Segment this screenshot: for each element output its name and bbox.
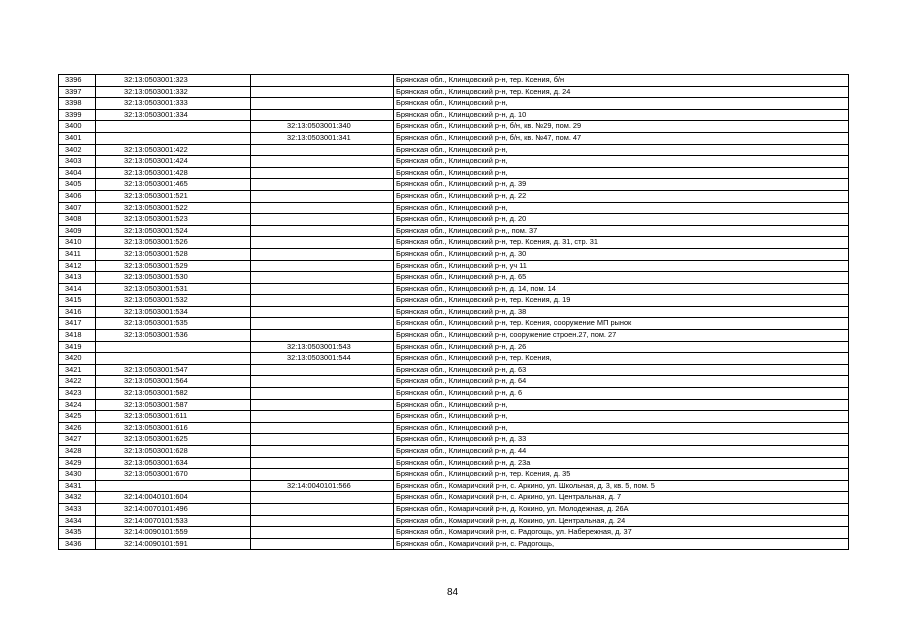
address-cell: Брянская обл., Клинцовский р-н, д. 10	[394, 109, 849, 121]
row-number-cell: 3396	[59, 75, 96, 87]
table-row	[59, 353, 849, 365]
object-cadastral-number-cell	[251, 503, 394, 515]
row-number-cell: 3435	[59, 527, 96, 539]
address-cell: Брянская обл., Комаричский р-н, с. Аркино, ул. Центральная, д. 7	[394, 492, 849, 504]
address-cell: Брянская обл., Клинцовский р-н, тер. Ксения, б/н	[394, 75, 849, 87]
address-cell: Брянская обл., Клинцовский р-н, тер. Ксения, д. 31, стр. 31	[394, 237, 849, 249]
table-row	[59, 272, 849, 284]
table-row	[59, 446, 849, 458]
land-cadastral-number-cell: 32:14:0090101:559	[96, 527, 251, 539]
address-cell: Брянская обл., Клинцовский р-н, д. 39	[394, 179, 849, 191]
object-cadastral-number-cell	[251, 295, 394, 307]
row-number-cell: 3429	[59, 457, 96, 469]
table-row	[59, 75, 849, 87]
address-cell: Брянская обл., Клинцовский р-н, тер. Ксения,	[394, 353, 849, 365]
table-row	[59, 306, 849, 318]
table-row	[59, 98, 849, 110]
land-cadastral-number-cell: 32:13:0503001:530	[96, 272, 251, 284]
object-cadastral-number-cell	[251, 376, 394, 388]
object-cadastral-number-cell	[251, 399, 394, 411]
table-row	[59, 295, 849, 307]
land-cadastral-number-cell: 32:13:0503001:564	[96, 376, 251, 388]
object-cadastral-number-cell	[251, 98, 394, 110]
land-cadastral-number-cell: 32:13:0503001:587	[96, 399, 251, 411]
row-number-cell: 3425	[59, 411, 96, 423]
land-cadastral-number-cell: 32:13:0503001:522	[96, 202, 251, 214]
object-cadastral-number-cell	[251, 364, 394, 376]
row-number-cell: 3420	[59, 353, 96, 365]
object-cadastral-number-cell	[251, 75, 394, 87]
row-number-cell: 3413	[59, 272, 96, 284]
land-cadastral-number-cell: 32:13:0503001:523	[96, 214, 251, 226]
address-cell: Брянская обл., Клинцовский р-н, д. 23а	[394, 457, 849, 469]
table-row	[59, 214, 849, 226]
address-cell: Брянская обл., Клинцовский р-н,	[394, 156, 849, 168]
row-number-cell: 3416	[59, 306, 96, 318]
object-cadastral-number-cell	[251, 306, 394, 318]
address-cell: Брянская обл., Клинцовский р-н,	[394, 422, 849, 434]
row-number-cell: 3430	[59, 469, 96, 481]
land-cadastral-number-cell: 32:13:0503001:334	[96, 109, 251, 121]
row-number-cell: 3428	[59, 446, 96, 458]
object-cadastral-number-cell: 32:13:0503001:544	[251, 353, 394, 365]
land-cadastral-number-cell: 32:13:0503001:521	[96, 190, 251, 202]
object-cadastral-number-cell	[251, 272, 394, 284]
object-cadastral-number-cell: 32:14:0040101:566	[251, 480, 394, 492]
object-cadastral-number-cell: 32:13:0503001:341	[251, 132, 394, 144]
row-number-cell: 3405	[59, 179, 96, 191]
object-cadastral-number-cell	[251, 538, 394, 550]
table-row	[59, 434, 849, 446]
row-number-cell: 3419	[59, 341, 96, 353]
table-row	[59, 515, 849, 527]
land-cadastral-number-cell: 32:13:0503001:424	[96, 156, 251, 168]
object-cadastral-number-cell	[251, 457, 394, 469]
address-cell: Брянская обл., Клинцовский р-н, д. 30	[394, 248, 849, 260]
land-cadastral-number-cell: 32:13:0503001:332	[96, 86, 251, 98]
table-row	[59, 132, 849, 144]
row-number-cell: 3433	[59, 503, 96, 515]
land-cadastral-number-cell: 32:13:0503001:333	[96, 98, 251, 110]
object-cadastral-number-cell	[251, 260, 394, 272]
object-cadastral-number-cell	[251, 469, 394, 481]
table-row	[59, 225, 849, 237]
table-row	[59, 109, 849, 121]
row-number-cell: 3406	[59, 190, 96, 202]
address-cell: Брянская обл., Клинцовский р-н, д. 33	[394, 434, 849, 446]
address-cell: Брянская обл., Комаричский р-н, с. Радогощь,	[394, 538, 849, 550]
table-row	[59, 248, 849, 260]
row-number-cell: 3403	[59, 156, 96, 168]
row-number-cell: 3434	[59, 515, 96, 527]
table-row	[59, 538, 849, 550]
land-cadastral-number-cell: 32:13:0503001:547	[96, 364, 251, 376]
table-row	[59, 190, 849, 202]
table-row	[59, 364, 849, 376]
land-cadastral-number-cell: 32:13:0503001:534	[96, 306, 251, 318]
object-cadastral-number-cell	[251, 411, 394, 423]
object-cadastral-number-cell	[251, 283, 394, 295]
object-cadastral-number-cell	[251, 422, 394, 434]
row-number-cell: 3408	[59, 214, 96, 226]
land-cadastral-number-cell	[96, 132, 251, 144]
row-number-cell: 3409	[59, 225, 96, 237]
row-number-cell: 3415	[59, 295, 96, 307]
property-table-body	[59, 75, 849, 550]
table-row	[59, 283, 849, 295]
object-cadastral-number-cell	[251, 330, 394, 342]
land-cadastral-number-cell: 32:13:0503001:582	[96, 388, 251, 400]
land-cadastral-number-cell: 32:13:0503001:616	[96, 422, 251, 434]
object-cadastral-number-cell	[251, 446, 394, 458]
address-cell: Брянская обл., Клинцовский р-н, тер. Ксения, д. 35	[394, 469, 849, 481]
row-number-cell: 3411	[59, 248, 96, 260]
object-cadastral-number-cell	[251, 248, 394, 260]
land-cadastral-number-cell	[96, 480, 251, 492]
address-cell: Брянская обл., Клинцовский р-н,	[394, 399, 849, 411]
address-cell: Брянская обл., Клинцовский р-н, д. 20	[394, 214, 849, 226]
address-cell: Брянская обл., Клинцовский р-н,	[394, 98, 849, 110]
land-cadastral-number-cell: 32:13:0503001:528	[96, 248, 251, 260]
land-cadastral-number-cell: 32:14:0070101:533	[96, 515, 251, 527]
row-number-cell: 3412	[59, 260, 96, 272]
address-cell: Брянская обл., Клинцовский р-н, д. 22	[394, 190, 849, 202]
object-cadastral-number-cell	[251, 167, 394, 179]
land-cadastral-number-cell: 32:13:0503001:628	[96, 446, 251, 458]
table-row	[59, 411, 849, 423]
table-row	[59, 237, 849, 249]
table-row	[59, 121, 849, 133]
row-number-cell: 3436	[59, 538, 96, 550]
table-row	[59, 457, 849, 469]
row-number-cell: 3426	[59, 422, 96, 434]
land-cadastral-number-cell: 32:13:0503001:323	[96, 75, 251, 87]
land-cadastral-number-cell: 32:13:0503001:524	[96, 225, 251, 237]
row-number-cell: 3421	[59, 364, 96, 376]
object-cadastral-number-cell	[251, 202, 394, 214]
land-cadastral-number-cell: 32:13:0503001:529	[96, 260, 251, 272]
row-number-cell: 3402	[59, 144, 96, 156]
address-cell: Брянская обл., Клинцовский р-н, уч 11	[394, 260, 849, 272]
address-cell: Брянская обл., Комаричский р-н, с. Радогощь, ул. Набережная, д. 37	[394, 527, 849, 539]
object-cadastral-number-cell	[251, 109, 394, 121]
address-cell: Брянская обл., Комаричский р-н, д. Кокино, ул. Молодежная, д. 26А	[394, 503, 849, 515]
address-cell: Брянская обл., Клинцовский р-н, д. 64	[394, 376, 849, 388]
object-cadastral-number-cell	[251, 144, 394, 156]
object-cadastral-number-cell: 32:13:0503001:543	[251, 341, 394, 353]
address-cell: Брянская обл., Клинцовский р-н,	[394, 167, 849, 179]
address-cell: Брянская обл., Клинцовский р-н, д. 6	[394, 388, 849, 400]
table-row	[59, 503, 849, 515]
address-cell: Брянская обл., Клинцовский р-н,	[394, 144, 849, 156]
address-cell: Брянская обл., Клинцовский р-н,	[394, 411, 849, 423]
object-cadastral-number-cell	[251, 492, 394, 504]
row-number-cell: 3423	[59, 388, 96, 400]
property-table	[58, 74, 849, 550]
table-row	[59, 167, 849, 179]
land-cadastral-number-cell: 32:13:0503001:531	[96, 283, 251, 295]
table-row	[59, 330, 849, 342]
row-number-cell: 3401	[59, 132, 96, 144]
land-cadastral-number-cell	[96, 121, 251, 133]
address-cell: Брянская обл., Клинцовский р-н, д. 63	[394, 364, 849, 376]
row-number-cell: 3407	[59, 202, 96, 214]
object-cadastral-number-cell	[251, 388, 394, 400]
table-row	[59, 179, 849, 191]
table-row	[59, 469, 849, 481]
object-cadastral-number-cell	[251, 527, 394, 539]
land-cadastral-number-cell: 32:13:0503001:422	[96, 144, 251, 156]
address-cell: Брянская обл., Клинцовский р-н, д. 26	[394, 341, 849, 353]
land-cadastral-number-cell: 32:13:0503001:428	[96, 167, 251, 179]
row-number-cell: 3410	[59, 237, 96, 249]
address-cell: Брянская обл., Клинцовский р-н, тер. Ксения, д. 24	[394, 86, 849, 98]
land-cadastral-number-cell	[96, 341, 251, 353]
table-row	[59, 422, 849, 434]
address-cell: Брянская обл., Клинцовский р-н,, пом. 37	[394, 225, 849, 237]
table-row	[59, 202, 849, 214]
land-cadastral-number-cell: 32:14:0040101:604	[96, 492, 251, 504]
object-cadastral-number-cell	[251, 434, 394, 446]
row-number-cell: 3404	[59, 167, 96, 179]
object-cadastral-number-cell	[251, 179, 394, 191]
address-cell: Брянская обл., Клинцовский р-н, д. 44	[394, 446, 849, 458]
table-row	[59, 527, 849, 539]
row-number-cell: 3431	[59, 480, 96, 492]
object-cadastral-number-cell	[251, 318, 394, 330]
table-row	[59, 144, 849, 156]
table-row	[59, 388, 849, 400]
row-number-cell: 3399	[59, 109, 96, 121]
address-cell: Брянская обл., Клинцовский р-н, д. 38	[394, 306, 849, 318]
row-number-cell: 3414	[59, 283, 96, 295]
object-cadastral-number-cell	[251, 86, 394, 98]
row-number-cell: 3398	[59, 98, 96, 110]
row-number-cell: 3427	[59, 434, 96, 446]
address-cell: Брянская обл., Клинцовский р-н,	[394, 202, 849, 214]
table-row	[59, 492, 849, 504]
row-number-cell: 3400	[59, 121, 96, 133]
row-number-cell: 3397	[59, 86, 96, 98]
land-cadastral-number-cell: 32:14:0090101:591	[96, 538, 251, 550]
page-number: 84	[446, 587, 459, 598]
land-cadastral-number-cell: 32:13:0503001:536	[96, 330, 251, 342]
object-cadastral-number-cell	[251, 214, 394, 226]
table-row	[59, 260, 849, 272]
address-cell: Брянская обл., Клинцовский р-н, сооружение строен.27, пом. 27	[394, 330, 849, 342]
address-cell: Брянская обл., Клинцовский р-н, д. 65	[394, 272, 849, 284]
land-cadastral-number-cell	[96, 353, 251, 365]
object-cadastral-number-cell	[251, 237, 394, 249]
land-cadastral-number-cell: 32:13:0503001:465	[96, 179, 251, 191]
table-row	[59, 156, 849, 168]
address-cell: Брянская обл., Комаричский р-н, с. Аркино, ул. Школьная, д. 3, кв. 5, пом. 5	[394, 480, 849, 492]
land-cadastral-number-cell: 32:14:0070101:496	[96, 503, 251, 515]
object-cadastral-number-cell	[251, 515, 394, 527]
row-number-cell: 3422	[59, 376, 96, 388]
row-number-cell: 3417	[59, 318, 96, 330]
land-cadastral-number-cell: 32:13:0503001:625	[96, 434, 251, 446]
row-number-cell: 3424	[59, 399, 96, 411]
land-cadastral-number-cell: 32:13:0503001:611	[96, 411, 251, 423]
land-cadastral-number-cell: 32:13:0503001:535	[96, 318, 251, 330]
row-number-cell: 3418	[59, 330, 96, 342]
land-cadastral-number-cell: 32:13:0503001:532	[96, 295, 251, 307]
object-cadastral-number-cell	[251, 190, 394, 202]
object-cadastral-number-cell	[251, 156, 394, 168]
land-cadastral-number-cell: 32:13:0503001:634	[96, 457, 251, 469]
address-cell: Брянская обл., Клинцовский р-н, тер. Ксения, сооружение МП рынок	[394, 318, 849, 330]
table-row	[59, 480, 849, 492]
address-cell: Брянская обл., Клинцовский р-н, б/н, кв. №47, пом. 47	[394, 132, 849, 144]
address-cell: Брянская обл., Клинцовский р-н, д. 14, пом. 14	[394, 283, 849, 295]
address-cell: Брянская обл., Клинцовский р-н, тер. Ксения, д. 19	[394, 295, 849, 307]
object-cadastral-number-cell	[251, 225, 394, 237]
object-cadastral-number-cell: 32:13:0503001:340	[251, 121, 394, 133]
table-row	[59, 341, 849, 353]
table-row	[59, 399, 849, 411]
land-cadastral-number-cell: 32:13:0503001:526	[96, 237, 251, 249]
row-number-cell: 3432	[59, 492, 96, 504]
table-row	[59, 318, 849, 330]
table-row	[59, 86, 849, 98]
address-cell: Брянская обл., Комаричский р-н, д. Кокино, ул. Центральная, д. 24	[394, 515, 849, 527]
table-row	[59, 376, 849, 388]
land-cadastral-number-cell: 32:13:0503001:670	[96, 469, 251, 481]
address-cell: Брянская обл., Клинцовский р-н, б/н, кв. №29, пом. 29	[394, 121, 849, 133]
